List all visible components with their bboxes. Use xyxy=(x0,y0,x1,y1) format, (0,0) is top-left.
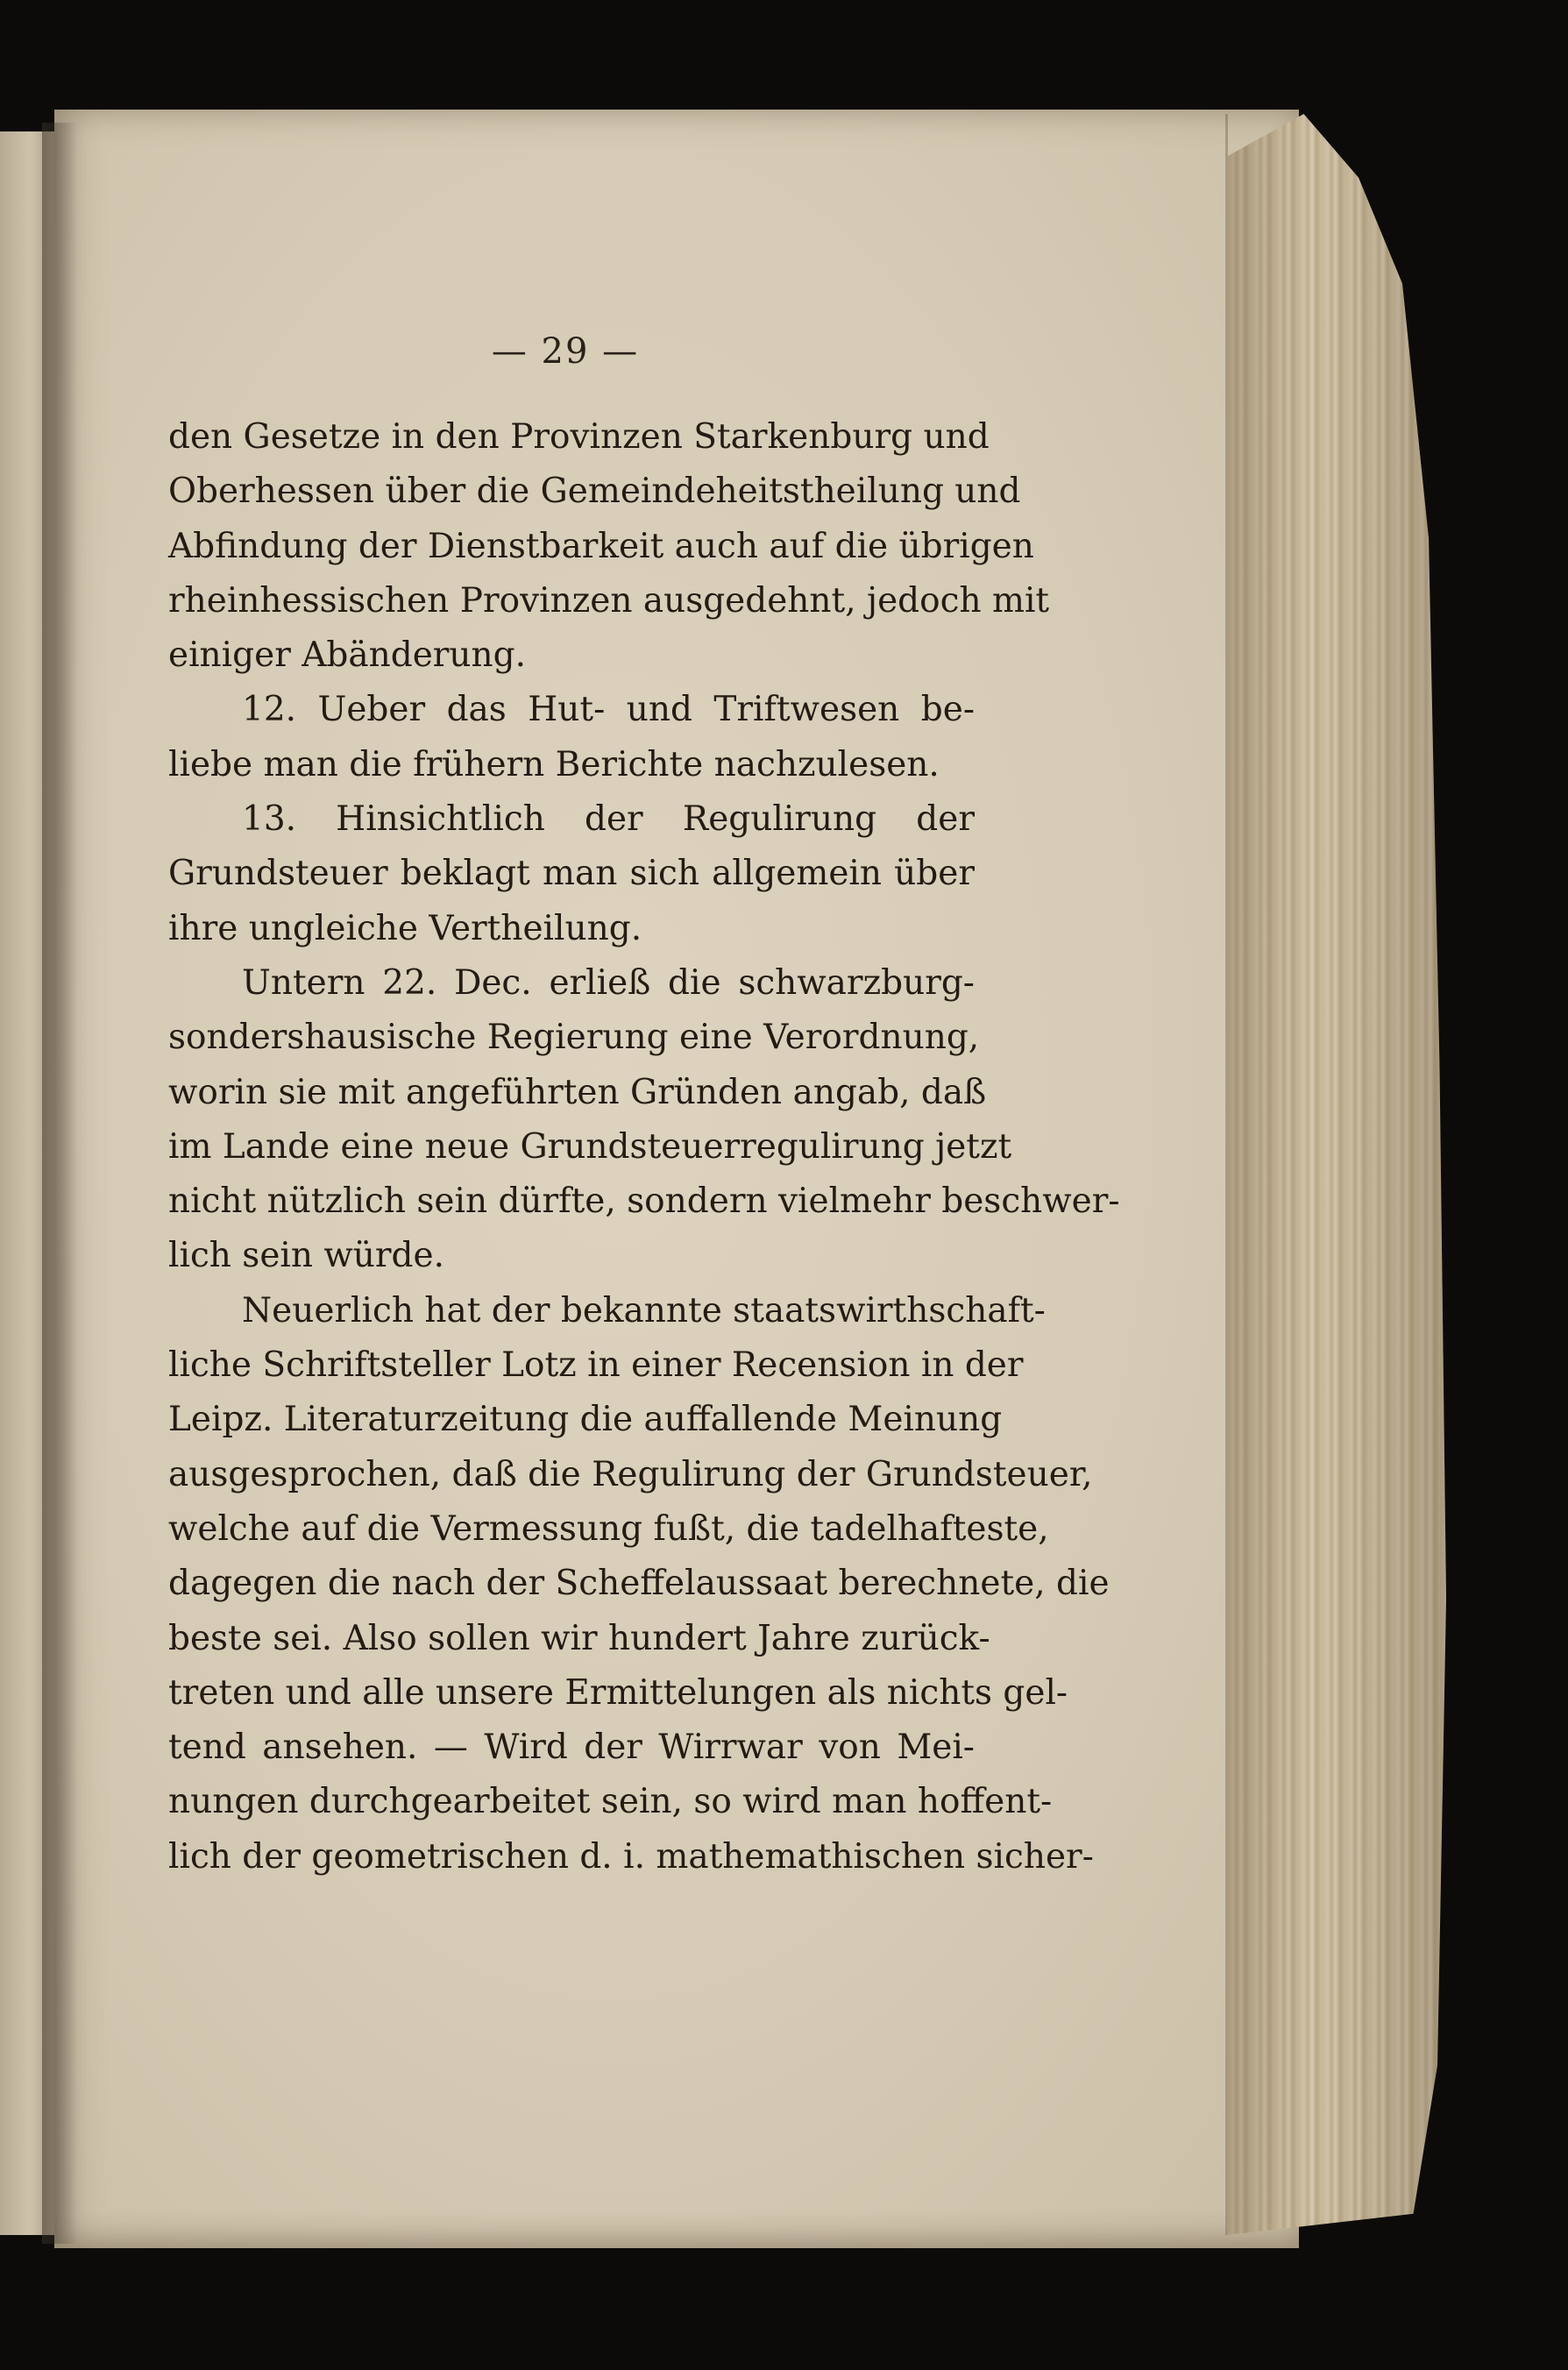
text-line: Leipz. Literaturzeitung die auffallende Meinung xyxy=(168,1400,1003,1440)
text-line: lich der geometrischen d. i. mathemathischen sicher- xyxy=(168,1836,1094,1877)
text-line: dagegen die nach der Scheffelaussaat berechnete, die xyxy=(168,1564,1110,1604)
text-line: Untern 22. Dec. erließ die schwarzburg- xyxy=(242,962,975,1003)
text-line: nungen durchgearbeitet sein, so wird man hoffent- xyxy=(168,1782,1053,1822)
text-line: welche auf die Vermessung fußt, die tadelhafteste, xyxy=(168,1508,1049,1549)
text-line: treten und alle unsere Ermittelungen als nichts gel- xyxy=(168,1672,1068,1713)
text-line: Neuerlich hat der bekannte staatswirthschaft- xyxy=(242,1290,1046,1330)
text-line: 12. Ueber das Hut- und Triftwesen be- xyxy=(242,690,975,730)
text-line: beste sei. Also sollen wir hundert Jahre zurück- xyxy=(168,1618,990,1658)
body-text xyxy=(168,410,1120,1884)
text-line: worin sie mit angeführten Gründen angab, daß xyxy=(168,1072,987,1112)
text-line: sondershausische Regierung eine Verordnung, xyxy=(168,1018,980,1058)
text-line: 13. Hinsichtlich der Regulirung der xyxy=(242,799,975,840)
text-line: einiger Abänderung. xyxy=(168,635,527,676)
text-line: tend ansehen. — Wird der Wirrwar von Mei- xyxy=(168,1728,975,1768)
text-line: lich sein würde. xyxy=(168,1236,444,1276)
text-line: den Gesetze in den Provinzen Starkenburg und xyxy=(168,417,990,457)
text-line: Oberhessen über die Gemeindeheitstheilung und xyxy=(168,472,1021,512)
text-line: liebe man die frühern Berichte nachzulesen. xyxy=(168,744,940,784)
text-line: rheinhessischen Provinzen ausgedehnt, jedoch mit xyxy=(168,580,1050,621)
text-line: ihre ungleiche Vertheilung. xyxy=(168,908,642,948)
text-line: Grundsteuer beklagt man sich allgemein über xyxy=(168,854,975,894)
text-line: ausgesprochen, daß die Regulirung der Grundsteuer, xyxy=(168,1454,1093,1494)
text-line: nicht nützlich sein dürfte, sondern vielmehr beschwer- xyxy=(168,1181,1120,1222)
text-line: liche Schriftsteller Lotz in einer Recension in der xyxy=(168,1345,1024,1386)
fore-edge-shadow xyxy=(1227,114,1446,2235)
text-line: Abfindung der Dienstbarkeit auch auf die übrigen xyxy=(168,526,1034,566)
page-number: — 29 — xyxy=(491,331,640,372)
page-gutter-shadow xyxy=(42,123,77,2244)
text-line: im Lande eine neue Grundsteuerregulirung jetzt xyxy=(168,1126,1012,1167)
